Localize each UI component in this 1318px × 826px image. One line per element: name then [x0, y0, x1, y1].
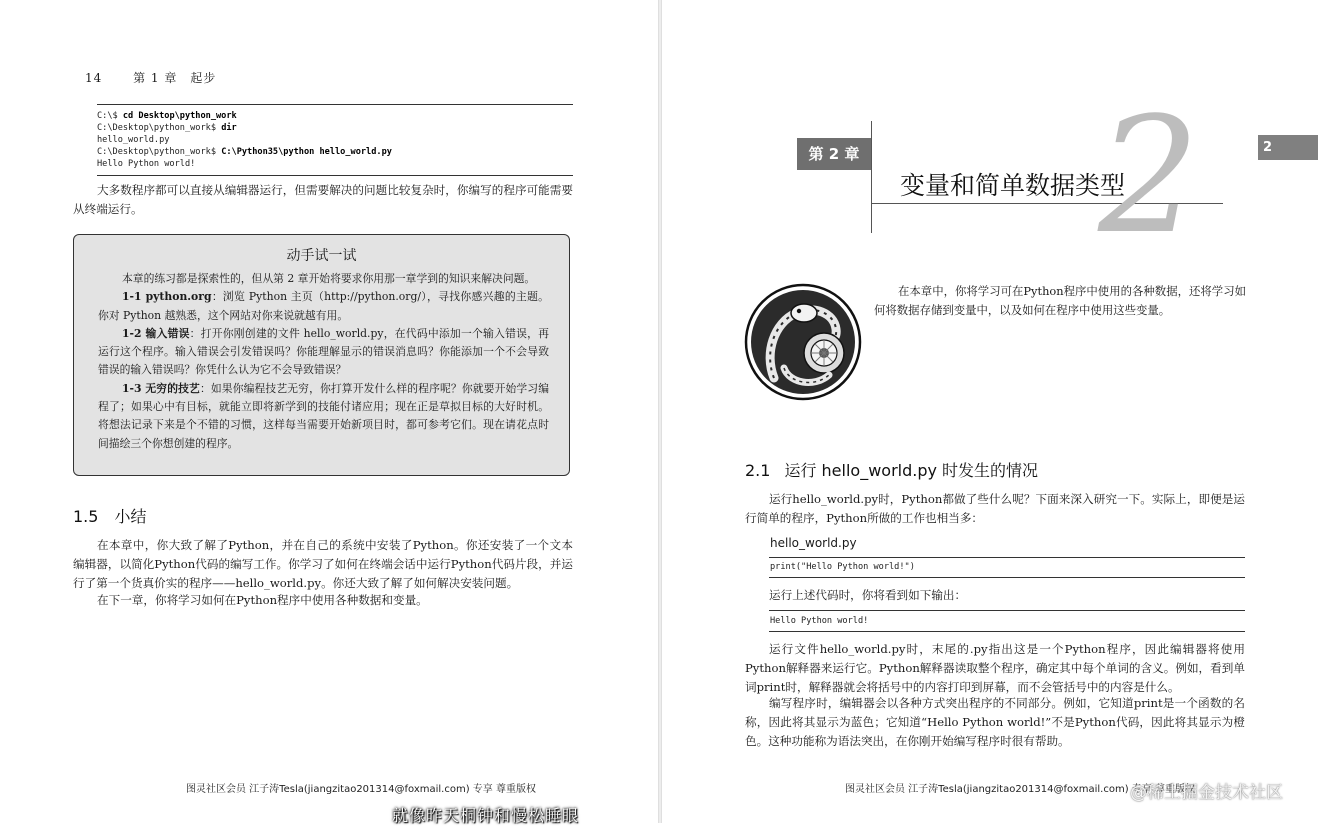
- code-output-line: Hello Python world!: [770, 616, 869, 626]
- chapter-title: 变量和简单数据类型: [900, 171, 1126, 200]
- chapter-intro: 在本章中，你将学习可在Python程序中使用的各种数据，还将学习如何将数据存储到变量中，以及如何在程序中使用这些变量。: [874, 284, 1246, 317]
- intro-paragraph: 大多数程序都可以直接从编辑器运行，但需要解决的问题比较复杂时，你编写的程序可能需要从终端运行。: [73, 183, 573, 216]
- chapter-label: 第 2 章: [797, 138, 871, 170]
- code-print-line: print("Hello Python world!"): [770, 562, 915, 572]
- code-line: C:\$ cd Desktop\python_work: [97, 111, 237, 121]
- running-head-chapter: 第 1 章 起步: [133, 71, 217, 85]
- try-it-body: [98, 270, 549, 453]
- code-line: Hello Python world!: [97, 159, 196, 169]
- terminal-code-block: [97, 104, 573, 176]
- code-line: hello_world.py: [97, 135, 170, 145]
- code-line: C:\Desktop\python_work$ C:\Python35\python hello_world.py: [97, 147, 392, 157]
- explanation-paragraph: 运行文件hello_world.py时，末尾的.py指出这是一个Python程序，因此编辑器将使用Python解释器来运行它。Python解释器读取整个程序，确定其中每个单词的含义。例如，看到单词print时，解释器就会将括号中的内容打印到屏幕，而不会管括号中的内容是什么。: [745, 642, 1245, 694]
- run-paragraph: 运行hello_world.py时，Python都做了些什么呢？下面来深入研究一下。实际上，即便是运行简单的程序，Python所做的工作也相当多：: [745, 492, 1245, 525]
- code-file-label: hello_world.py: [770, 536, 857, 550]
- summary-paragraph: 在本章中，你大致了解了Python，并在自己的系统中安装了Python。你还安装了一个文本编辑器，以简化Python代码的编写工作。你学习了如何在终端会话中运行Python代码片段，并运行了第一个货真价实的程序——hello_world.py。你还大致了解了如何解决安装问题。: [73, 538, 573, 590]
- code-rule: [769, 610, 1245, 611]
- exercise-1-1: 1-1 python.org：浏览 Python 主页（http://python.org/），寻找你感兴趣的主题。你对 Python 越熟悉，这个网站对你来说就越有用。: [98, 290, 549, 322]
- section-heading-1-5: 1.5 小结: [73, 507, 147, 526]
- code-rule: [769, 557, 1245, 558]
- try-it-intro: 本章的练习都是探索性的，但从第 2 章开始将要求你用那一章学到的知识来解决问题。: [122, 272, 536, 285]
- chapter-side-tab: 2: [1258, 135, 1318, 160]
- code-line: C:\Desktop\python_work$ dir: [97, 123, 237, 133]
- chapter-divider: [871, 121, 872, 233]
- python-snake-illustration: [744, 283, 862, 401]
- code-rule: [769, 577, 1245, 578]
- chapter-big-number: 2: [1098, 82, 1200, 269]
- code-rule: [769, 631, 1245, 632]
- exercise-1-3: 1-3 无穷的技艺：如果你编程技艺无穷，你打算开发什么样的程序呢？你就要开始学习编程了；如果心中有目标，就能立即将新学到的技能付诸应用；现在正是草拟目标的大好时机。将想法记录下来是个不错的习惯，这样每当需要开始新项目时，都可参考它们。现在请花点时间描绘三个你想创建的程序。: [98, 381, 550, 450]
- section-heading-2-1: 2.1 运行 hello_world.py 时发生的情况: [745, 461, 1039, 480]
- page-footer: 图灵社区会员 江子涛Tesla(jiangzitao201314@foxmail.com) 专享 尊重版权: [845, 784, 1195, 795]
- summary-paragraph: 在下一章，你将学习如何在Python程序中使用各种数据和变量。: [97, 593, 428, 607]
- exercise-1-2: 1-2 输入错误：打开你刚创建的文件 hello_world.py，在代码中添加一个输入错误，再运行这个程序。输入错误会引发错误吗？你能理解显示的错误消息吗？你能添加一个不会导致错误的输入错误吗？你凭什么认为它不会导致错误？: [98, 326, 549, 377]
- site-watermark: @稀土掘金技术社区: [1130, 783, 1283, 803]
- page-footer: 图灵社区会员 江子涛Tesla(jiangzitao201314@foxmail.com) 专享 尊重版权: [186, 784, 536, 795]
- left-page: [0, 0, 658, 823]
- video-subtitle: 就像昨天桐钟和慢松睡眼: [392, 806, 580, 825]
- output-intro: 运行上述代码时，你将看到如下输出：: [769, 588, 967, 602]
- try-it-box: [73, 234, 570, 476]
- running-head: [85, 69, 216, 86]
- try-it-title: 动手试一试: [286, 248, 357, 264]
- explanation-paragraph: 编写程序时，编辑器会以各种方式突出程序的不同部分。例如，它知道print是一个函数的名称，因此将其显示为蓝色；它知道“Hello Python world!”不是Python代码，因此将其显示为橙色。这种功能称为语法突出，在你刚开始编写程序时很有帮助。: [745, 696, 1245, 748]
- page-number: 14: [85, 71, 103, 85]
